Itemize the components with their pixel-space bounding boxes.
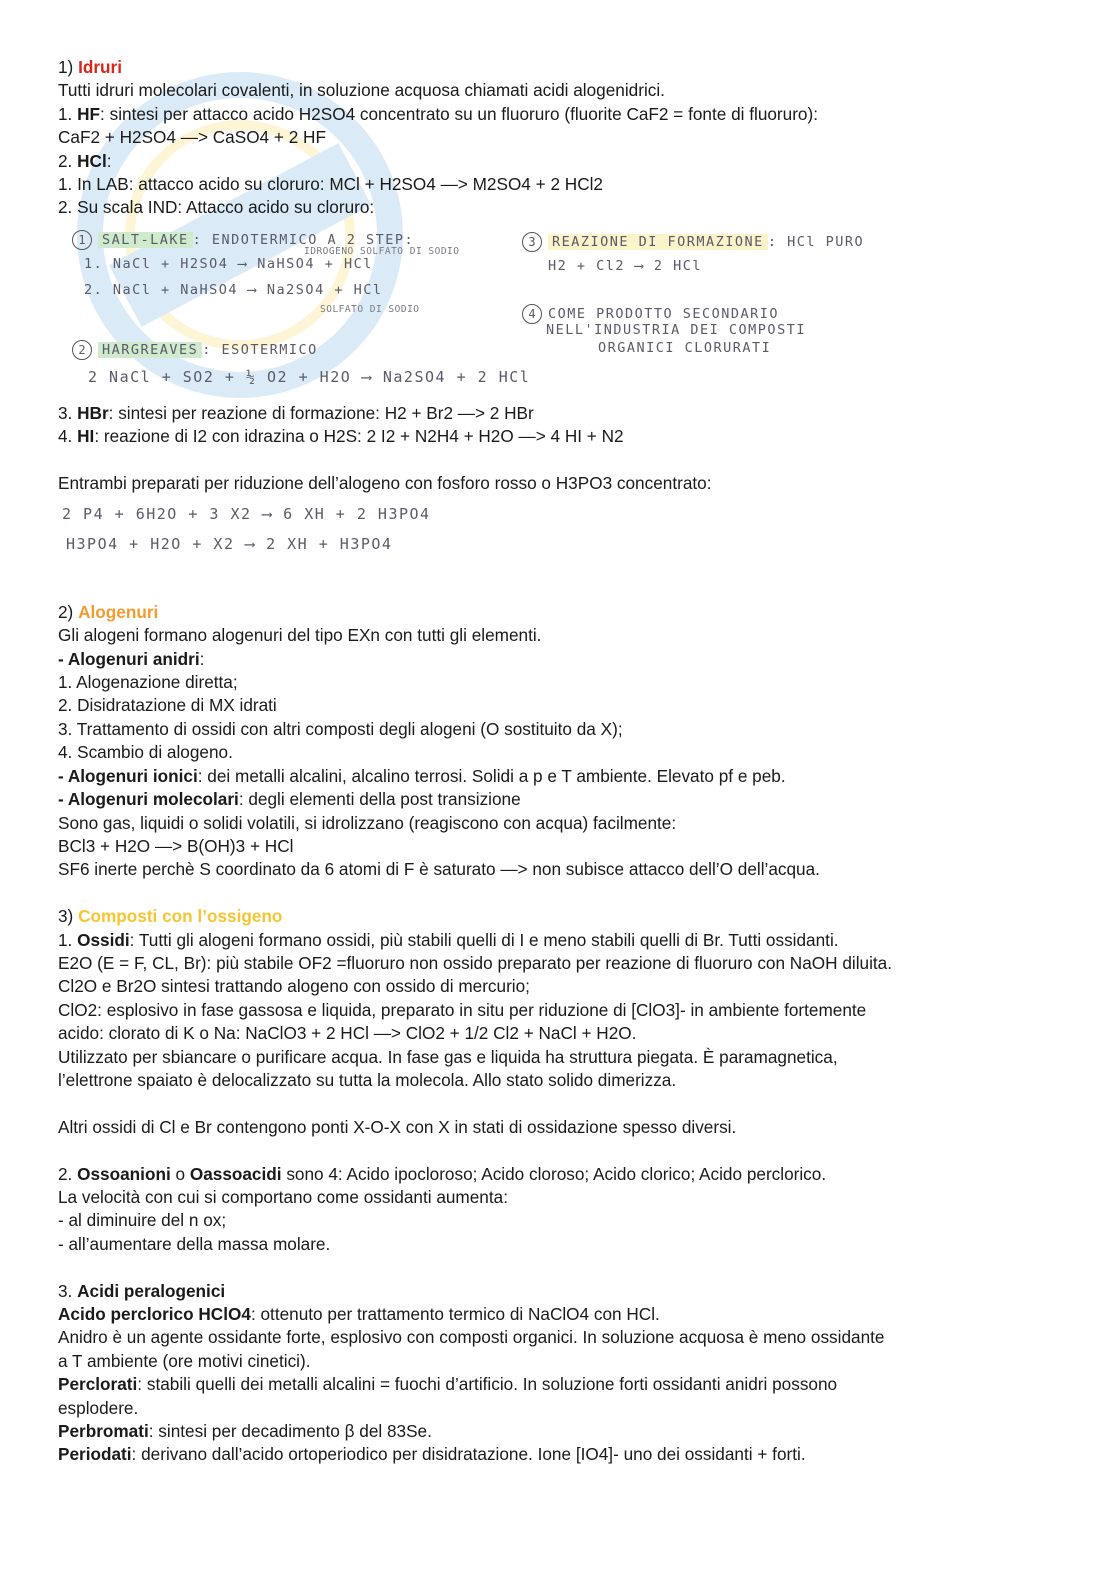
note-small: IDROGENO SOLFATO DI SODIO bbox=[304, 245, 460, 257]
note-line: 2 P4 + 6H2O + 3 X2 ⟶ 6 XH + 2 H3PO4 bbox=[62, 505, 431, 524]
note-line: H2 + Cl2 ⟶ 2 HCl bbox=[548, 257, 703, 274]
note-small: SOLFATO DI SODIO bbox=[320, 303, 420, 315]
note-line: NELL'INDUSTRIA DEI COMPOSTI bbox=[546, 321, 806, 338]
handwritten-equations bbox=[58, 499, 1058, 565]
equation: CaF2 + H2SO4 —> CaSO4 + 2 HF bbox=[58, 127, 326, 148]
paragraph: Cl2O e Br2O sintesi trattando alogeno con ossido di mercurio; bbox=[58, 976, 530, 997]
note-formazione: 3 REAZIONE DI FORMAZIONE : HCl PURO bbox=[522, 232, 864, 252]
list-item: 2. Su scala IND: Attacco acido su cloruro: bbox=[58, 197, 375, 218]
list-item: 3. Trattamento di ossidi con altri composti degli alogeni (O sostituito da X); bbox=[58, 718, 623, 739]
list-item: 1. Ossidi: Tutti gli alogeni formano ossidi, più stabili quelli di I e meno stabili quelli di Br. Tutti ossidanti. bbox=[58, 929, 839, 950]
paragraph: Gli alogeni formano alogenuri del tipo EXn con tutti gli elementi. bbox=[58, 625, 542, 646]
list-item: 1. Alogenazione diretta; bbox=[58, 672, 238, 693]
list-item: 2. HCl: bbox=[58, 150, 112, 171]
list-item: - all’aumentare della massa molare. bbox=[58, 1233, 331, 1254]
paragraph: E2O (E = F, CL, Br): più stabile OF2 =fluoruro non ossido preparato per reazione di fluoruro con NaOH diluita. bbox=[58, 952, 893, 973]
equation: BCl3 + H2O —> B(OH)3 + HCl bbox=[58, 835, 294, 856]
paragraph: acido: clorato di K o Na: NaClO3 + 2 HCl —> ClO2 + 1/2 Cl2 + NaCl + H2O. bbox=[58, 1023, 637, 1044]
paragraph: La velocità con cui si comportano come ossidanti aumenta: bbox=[58, 1186, 508, 1207]
section-3-heading: 3) Composti con l’ossigeno bbox=[58, 906, 283, 927]
handwritten-notes bbox=[58, 222, 1058, 398]
paragraph: Altri ossidi di Cl e Br contengono ponti X-O-X con X in stati di ossidazione spesso diversi. bbox=[58, 1116, 737, 1137]
list-item: 3. HBr: sintesi per reazione di formazione: H2 + Br2 —> 2 HBr bbox=[58, 402, 534, 423]
note-line: ORGANICI CLORURATI bbox=[598, 339, 772, 356]
paragraph: Periodati: derivano dall’acido ortoperiodico per disidratazione. Ione [IO4]- uno dei ossidanti + forti. bbox=[58, 1444, 806, 1465]
paragraph: Sono gas, liquidi o solidi volatili, si idrolizzano (reagiscono con acqua) facilmente: bbox=[58, 812, 677, 833]
paragraph: Entrambi preparati per riduzione dell’alogeno con fosforo rosso o H3PO3 concentrato: bbox=[58, 473, 712, 494]
paragraph: Anidro è un agente ossidante forte, esplosivo con composti organici. In soluzione acquosa è meno ossidante bbox=[58, 1327, 885, 1348]
list-item: 3. Acidi peralogenici bbox=[58, 1280, 226, 1301]
paragraph: Perbromati: sintesi per decadimento β del 83Se. bbox=[58, 1421, 432, 1441]
list-item: 2. Disidratazione di MX idrati bbox=[58, 695, 277, 716]
paragraph: SF6 inerte perchè S coordinato da 6 atomi di F è saturato —> non subisce attacco dell’O dell’acqua. bbox=[58, 859, 820, 880]
list-item: 1. In LAB: attacco acido su cloruro: MCl + H2SO4 —> M2SO4 + 2 HCl2 bbox=[58, 174, 603, 195]
list-item: 2. Ossoanioni o Oassoacidi sono 4: Acido ipocloroso; Acido cloroso; Acido clorico; Acido perclorico. bbox=[58, 1163, 827, 1184]
list-item: 4. HI: reazione di I2 con idrazina o H2S: 2 I2 + N2H4 + H2O —> 4 HI + N2 bbox=[58, 426, 624, 447]
paragraph: - Alogenuri molecolari: degli elementi della post transizione bbox=[58, 789, 521, 810]
note-hargreaves: 2 HARGREAVES : ESOTERMICO bbox=[72, 340, 318, 360]
paragraph: Tutti idruri molecolari covalenti, in soluzione acquosa chiamati acidi alogenidrici. bbox=[58, 80, 665, 101]
paragraph: Perclorati: stabili quelli dei metalli alcalini = fuochi d’artificio. In soluzione forti ossidanti anidri possono bbox=[58, 1374, 838, 1395]
note-line: H3PO4 + H2O + X2 ⟶ 2 XH + H3PO4 bbox=[66, 535, 393, 554]
section-2-heading: 2) Alogenuri bbox=[58, 601, 159, 622]
note-line: 1. NaCl + H2SO4 ⟶ NaHSO4 + HCl bbox=[84, 255, 373, 272]
note-secondario: 4 COME PRODOTTO SECONDARIO bbox=[522, 304, 779, 324]
list-item: - al diminuire del n ox; bbox=[58, 1210, 227, 1231]
paragraph: Utilizzato per sbiancare o purificare acqua. In fase gas e liquida ha struttura piegata. È paramagnetica, bbox=[58, 1046, 838, 1067]
list-item: 4. Scambio di alogeno. bbox=[58, 742, 233, 763]
paragraph: ClO2: esplosivo in fase gassosa e liquida, preparato in situ per riduzione di [ClO3]- in ambiente fortemente bbox=[58, 999, 867, 1020]
paragraph: esplodere. bbox=[58, 1397, 139, 1418]
note-salt-lake: 1 SALT-LAKE : ENDOTERMICO A 2 STEP: bbox=[72, 230, 414, 250]
paragraph: - Alogenuri anidri: bbox=[58, 648, 205, 669]
paragraph: a T ambiente (ore motivi cinetici). bbox=[58, 1350, 311, 1371]
list-item: 1. HF: sintesi per attacco acido H2SO4 concentrato su un fluoruro (fluorite CaF2 = fonte di fluoruro): bbox=[58, 103, 818, 124]
note-line: 2 NaCl + SO2 + ½ O2 + H2O ⟶ Na2SO4 + 2 HCl bbox=[88, 367, 531, 386]
paragraph: - Alogenuri ionici: dei metalli alcalini, alcalino terrosi. Solidi a p e T ambiente. Elevato pf e peb. bbox=[58, 765, 786, 786]
note-line: 2. NaCl + NaHSO4 ⟶ Na2SO4 + HCl bbox=[84, 281, 383, 298]
paragraph: l’elettrone spaiato è delocalizzato su tutta la molecola. Allo stato solido dimerizza. bbox=[58, 1069, 677, 1090]
document-page bbox=[58, 56, 1058, 1467]
paragraph: Acido perclorico HClO4: ottenuto per trattamento termico di NaClO4 con HCl. bbox=[58, 1303, 660, 1324]
section-1-heading: 1) Idruri bbox=[58, 57, 123, 77]
